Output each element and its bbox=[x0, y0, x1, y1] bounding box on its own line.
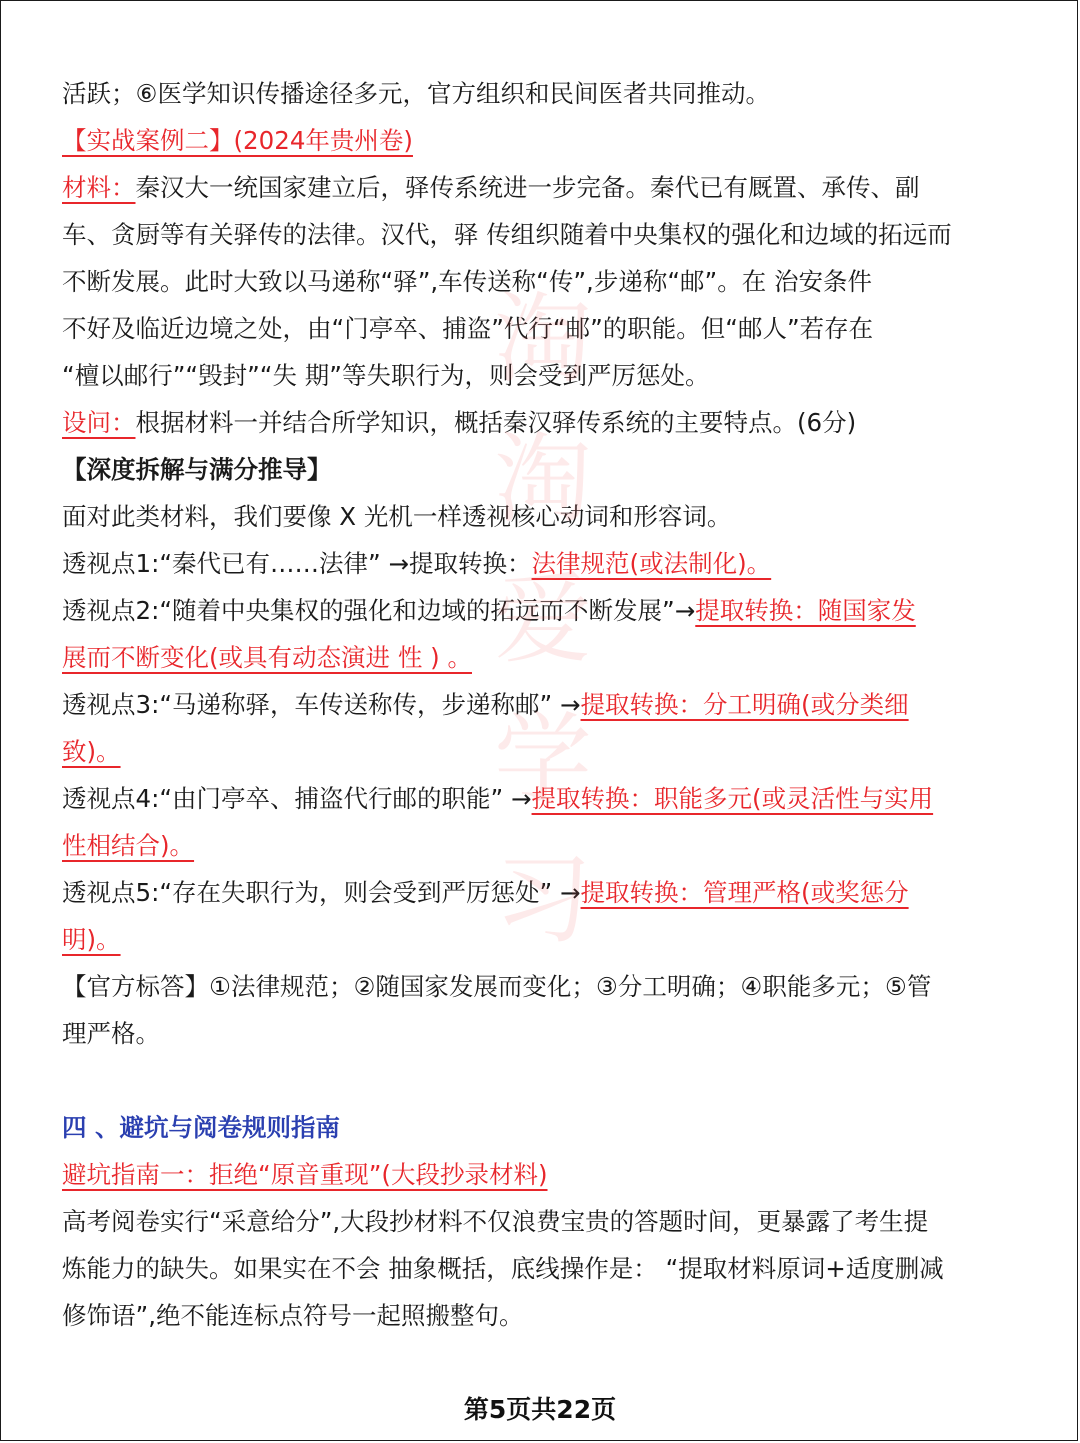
text-line bbox=[62, 70, 1022, 117]
point-5-line-cont bbox=[62, 916, 1022, 963]
point-3-line-cont bbox=[62, 728, 1022, 775]
point-1-line bbox=[62, 540, 1022, 587]
guide-1-title-line bbox=[62, 1151, 1022, 1198]
analysis-intro-line bbox=[62, 493, 1022, 540]
guide-1-line bbox=[62, 1245, 1022, 1292]
point-2-answer: 提取转换：随国家发 bbox=[695, 596, 916, 625]
section-4-heading-line bbox=[62, 1104, 1022, 1151]
material-line bbox=[62, 305, 1022, 352]
material-label: 材料： bbox=[62, 173, 136, 202]
material-text: 不好及临近边境之处，由“门亭卒、捕盗”代行“邮”的职能。但“邮人”若存在 bbox=[62, 314, 874, 343]
point-3-prefix: 透视点3:“马递称驿，车传送称传，步递称邮” → bbox=[62, 690, 581, 719]
analysis-intro: 面对此类材料，我们要像 X 光机一样透视核心动词和形容词。 bbox=[62, 502, 732, 531]
guide-1-line bbox=[62, 1292, 1022, 1339]
point-5-line bbox=[62, 869, 1022, 916]
point-5-answer: 提取转换：管理严格(或奖惩分 bbox=[580, 878, 909, 907]
material-text: “檀以邮行”“毁封”“失 期”等失职行为，则会受到严厉惩处。 bbox=[62, 361, 710, 390]
point-5-prefix: 透视点5:“存在失职行为，则会受到严厉惩处” → bbox=[62, 878, 581, 907]
section-spacer bbox=[62, 1057, 1022, 1104]
official-answer-line-cont bbox=[62, 1010, 1022, 1057]
watermark-char: 淘 bbox=[493, 423, 592, 537]
guide-1-text: 高考阅卷实行“采意给分”,大段抄材料不仅浪费宝贵的答题时间，更暴露了考生提 bbox=[62, 1207, 929, 1236]
point-2-line-cont bbox=[62, 634, 1022, 681]
material-line bbox=[62, 164, 1022, 211]
official-answer: 【官方标答】①法律规范；②随国家发展而变化；③分工明确；④职能多元；⑤管 bbox=[62, 972, 932, 1001]
guide-1-text: 修饰语”,绝不能连标点符号一起照搬整句。 bbox=[62, 1301, 524, 1330]
continued-text: 活跃；⑥医学知识传播途径多元，官方组织和民间医者共同推动。 bbox=[62, 79, 770, 108]
official-answer-line bbox=[62, 963, 1022, 1010]
case-title: 【实战案例二】(2024年贵州卷) bbox=[62, 126, 413, 155]
material-text: 不断发展。此时大致以马递称“驿”,车传送称“传”,步递称“邮”。在 治安条件 bbox=[62, 267, 873, 296]
case-title-line bbox=[62, 117, 1022, 164]
point-1-prefix: 透视点1:“秦代已有……法律” →提取转换： bbox=[62, 549, 532, 578]
analysis-heading-line bbox=[62, 446, 1022, 493]
point-4-answer-cont: 性相结合)。 bbox=[62, 831, 195, 860]
material-text: 车、贪厨等有关驿传的法律。汉代，驿 传组织随着中央集权的强化和边域的拓远而 bbox=[62, 220, 952, 249]
point-4-prefix: 透视点4:“由门亭卒、捕盗代行邮的职能” → bbox=[62, 784, 532, 813]
point-2-prefix: 透视点2:“随着中央集权的强化和边域的拓远而不断发展”→ bbox=[62, 596, 696, 625]
point-3-answer: 提取转换：分工明确(或分类细 bbox=[580, 690, 909, 719]
material-line bbox=[62, 258, 1022, 305]
watermark-char: 习 bbox=[493, 843, 592, 957]
guide-1-title: 避坑指南一：拒绝“原音重现”(大段抄录材料) bbox=[62, 1160, 548, 1189]
watermark-char: 爱 bbox=[493, 563, 592, 677]
point-5-answer-cont: 明)。 bbox=[62, 925, 121, 954]
watermark-char: 淘 bbox=[493, 283, 592, 397]
watermark-char: 学 bbox=[493, 703, 592, 817]
page-number: 第5页共22页 bbox=[463, 1395, 617, 1424]
point-3-line bbox=[62, 681, 1022, 728]
question-label: 设问： bbox=[62, 408, 136, 437]
point-4-answer: 提取转换：职能多元(或灵活性与实用 bbox=[531, 784, 934, 813]
point-2-answer-cont: 展而不断变化(或具有动态演进 性 ) 。 bbox=[62, 643, 472, 672]
analysis-heading: 【深度拆解与满分推导】 bbox=[62, 455, 332, 484]
point-3-answer-cont: 致)。 bbox=[62, 737, 121, 766]
section-4-heading: 四 、避坑与阅卷规则指南 bbox=[62, 1113, 341, 1142]
point-2-line bbox=[62, 587, 1022, 634]
point-4-line bbox=[62, 775, 1022, 822]
material-line bbox=[62, 211, 1022, 258]
document-body bbox=[62, 70, 1022, 1339]
material-line bbox=[62, 352, 1022, 399]
question-line bbox=[62, 399, 1022, 446]
question-text: 根据材料一并结合所学知识，概括秦汉驿传系统的主要特点。(6分) bbox=[135, 408, 857, 437]
point-4-line-cont bbox=[62, 822, 1022, 869]
material-text: 秦汉大一统国家建立后，驿传系统进一步完备。秦代已有厩置、承传、副 bbox=[135, 173, 920, 202]
official-answer-cont: 理严格。 bbox=[62, 1019, 160, 1048]
guide-1-line bbox=[62, 1198, 1022, 1245]
guide-1-text: 炼能力的缺失。如果实在不会 抽象概括，底线操作是： “提取材料原词+适度删减 bbox=[62, 1254, 944, 1283]
point-1-answer: 法律规范(或法制化)。 bbox=[531, 549, 772, 578]
